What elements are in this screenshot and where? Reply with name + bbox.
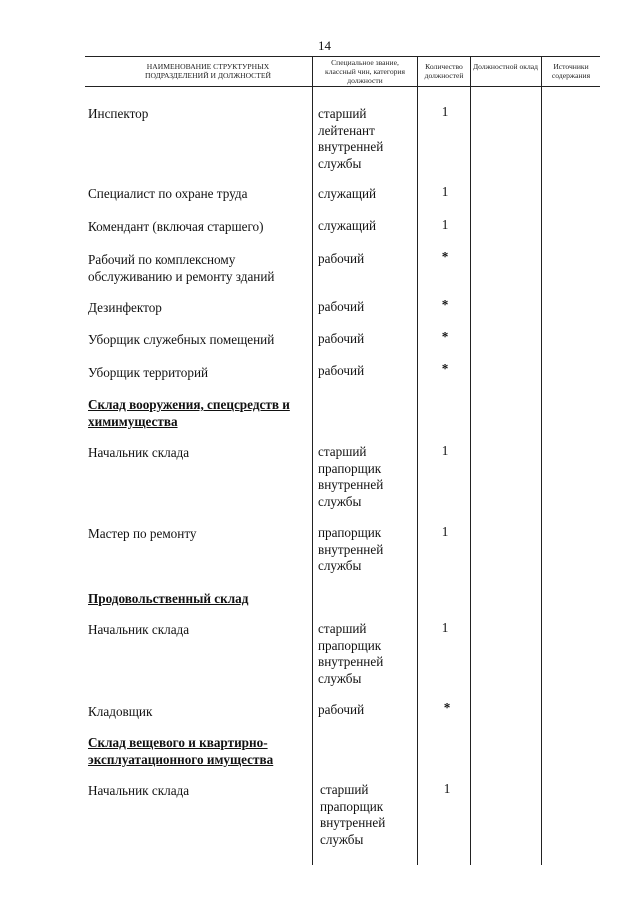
position-rank: служащий bbox=[318, 218, 377, 233]
header-position-count: Количество должностей bbox=[424, 62, 464, 80]
section-heading: Склад вещевого и квартирно-эксплуатационного имущества bbox=[88, 735, 274, 767]
position-name: Рабочий по комплексному обслуживанию и ремонту зданий bbox=[88, 252, 275, 284]
position-rank: рабочий bbox=[318, 363, 365, 378]
position-rank: старший прапорщик внутренней службы bbox=[318, 444, 384, 509]
position-name: Дезинфектор bbox=[88, 300, 162, 315]
header-special-rank: Специальное звание, классный чин, категория должности bbox=[325, 58, 405, 85]
position-name: Комендант (включая старшего) bbox=[88, 219, 264, 234]
position-count: 1 bbox=[441, 443, 449, 458]
table-top-border bbox=[85, 56, 600, 57]
position-name: Мастер по ремонту bbox=[88, 526, 197, 541]
position-name: Кладовщик bbox=[88, 704, 153, 719]
position-rank: прапорщик внутренней службы bbox=[318, 525, 384, 574]
position-rank: рабочий bbox=[318, 331, 365, 346]
position-count: 1 bbox=[441, 184, 449, 199]
position-rank: старший прапорщик внутренней службы bbox=[320, 782, 386, 847]
position-count: 1 bbox=[441, 217, 449, 232]
page-number: 14 bbox=[318, 38, 331, 53]
position-name: Специалист по охране труда bbox=[88, 186, 248, 201]
section-heading: Продовольственный склад bbox=[88, 591, 249, 606]
position-name: Инспектор bbox=[88, 106, 149, 121]
column-divider-1 bbox=[312, 56, 313, 865]
position-rank: служащий bbox=[318, 186, 377, 201]
position-count: 1 bbox=[441, 104, 449, 119]
column-divider-3 bbox=[470, 56, 471, 865]
position-name: Уборщик территорий bbox=[88, 365, 209, 380]
position-count: 1 bbox=[441, 524, 449, 539]
header-funding-source: Источники содержания bbox=[551, 62, 591, 80]
position-count: * bbox=[441, 361, 449, 376]
position-rank: рабочий bbox=[318, 702, 365, 717]
position-count: 1 bbox=[441, 620, 449, 635]
position-count: 1 bbox=[443, 781, 451, 796]
position-count: * bbox=[441, 297, 449, 312]
position-rank: рабочий bbox=[318, 299, 365, 314]
position-rank: старший лейтенант внутренней службы bbox=[318, 106, 384, 171]
position-count: * bbox=[441, 329, 449, 344]
header-structural-units: НАИМЕНОВАНИЕ СТРУКТУРНЫХ ПОДРАЗДЕЛЕНИЙ И ДОЛЖНОСТЕЙ bbox=[144, 62, 272, 80]
position-name: Начальник склада bbox=[88, 783, 190, 798]
position-name: Уборщик служебных помещений bbox=[88, 332, 275, 347]
table-header-bottom-border bbox=[85, 86, 600, 87]
header-salary: Должностной оклад bbox=[473, 62, 538, 71]
column-divider-2 bbox=[417, 56, 418, 865]
position-rank: старший прапорщик внутренней службы bbox=[318, 621, 384, 686]
position-name: Начальник склада bbox=[88, 445, 190, 460]
section-heading: Склад вооружения, спецсредств и химимущества bbox=[88, 397, 290, 429]
position-count: * bbox=[443, 700, 451, 715]
column-divider-4 bbox=[541, 56, 542, 865]
position-name: Начальник склада bbox=[88, 622, 190, 637]
position-rank: рабочий bbox=[318, 251, 365, 266]
position-count: * bbox=[441, 249, 449, 264]
